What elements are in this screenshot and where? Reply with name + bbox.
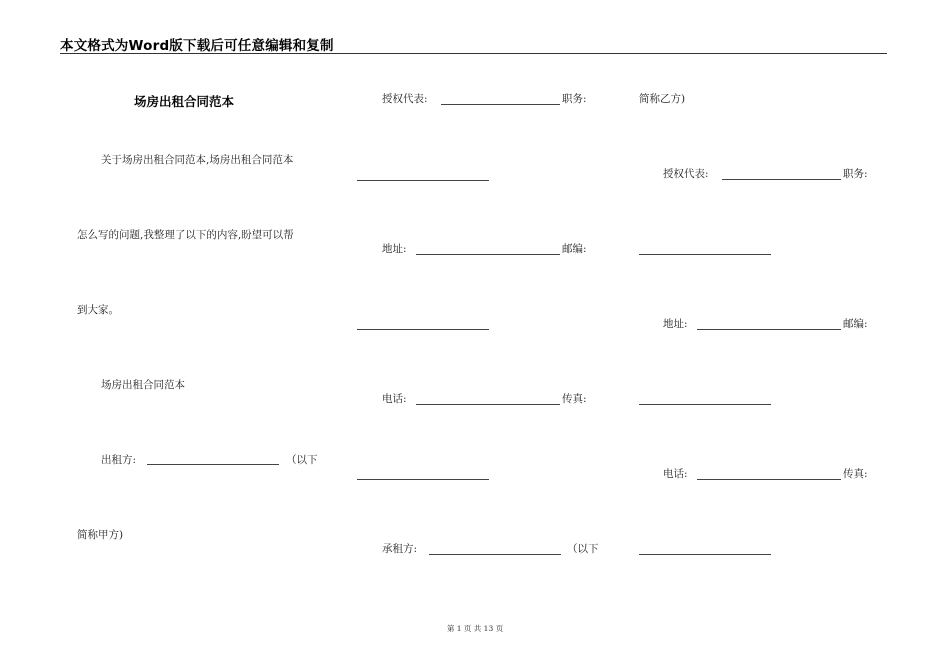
lessor-label: 出租方:	[101, 454, 137, 466]
lessee-address-label: 地址:	[663, 318, 688, 330]
lessee-fax-blank[interactable]	[639, 554, 771, 555]
lessor-postcode-blank[interactable]	[357, 329, 489, 330]
lessee-name-blank[interactable]	[429, 554, 561, 555]
lessor-fax-blank[interactable]	[357, 479, 489, 480]
lessor-position-label: 职务:	[562, 93, 587, 105]
intro-line-1: 关于场房出租合同范本,场房出租合同范本	[101, 154, 294, 166]
lessor-phone-blank[interactable]	[416, 404, 560, 405]
lessor-rep-label: 授权代表:	[382, 93, 428, 105]
lessee-phone-blank[interactable]	[697, 479, 841, 480]
lessor-postcode-label: 邮编:	[562, 243, 587, 255]
lessor-phone-label: 电话:	[382, 393, 407, 405]
lessee-address-blank[interactable]	[697, 329, 841, 330]
lessee-fax-label: 传真:	[843, 468, 868, 480]
lessee-rep-label: 授权代表:	[663, 168, 709, 180]
intro-line-2: 怎么写的问题,我整理了以下的内容,盼望可以帮	[77, 229, 294, 241]
lessee-rep-blank[interactable]	[722, 179, 841, 180]
lessee-position-label: 职务:	[843, 168, 868, 180]
document-title: 场房出租合同范本	[134, 94, 235, 109]
lessor-name-blank[interactable]	[147, 464, 279, 465]
intro-line-3: 到大家。	[77, 304, 119, 316]
lessee-suffix: （以下	[567, 543, 599, 555]
contract-subtitle: 场房出租合同范本	[101, 379, 185, 391]
lessee-position-blank[interactable]	[639, 254, 771, 255]
lessor-position-blank[interactable]	[357, 180, 489, 181]
lessor-address-label: 地址:	[382, 243, 407, 255]
lessee-phone-label: 电话:	[663, 468, 688, 480]
lessee-abbrev: 简称乙方)	[639, 93, 686, 105]
lessor-abbrev: 简称甲方)	[77, 529, 124, 541]
page-number-footer: 第 1 页 共 13 页	[446, 624, 504, 633]
lessor-suffix: （以下	[286, 454, 318, 466]
lessee-label: 承租方:	[382, 543, 418, 555]
lessee-postcode-label: 邮编:	[843, 318, 868, 330]
header-rule	[60, 53, 887, 54]
lessor-address-blank[interactable]	[416, 254, 560, 255]
lessor-fax-label: 传真:	[562, 393, 587, 405]
lessor-rep-blank[interactable]	[441, 104, 560, 105]
document-header-banner: 本文格式为Word版下载后可任意编辑和复制	[60, 38, 334, 54]
lessee-postcode-blank[interactable]	[639, 404, 771, 405]
